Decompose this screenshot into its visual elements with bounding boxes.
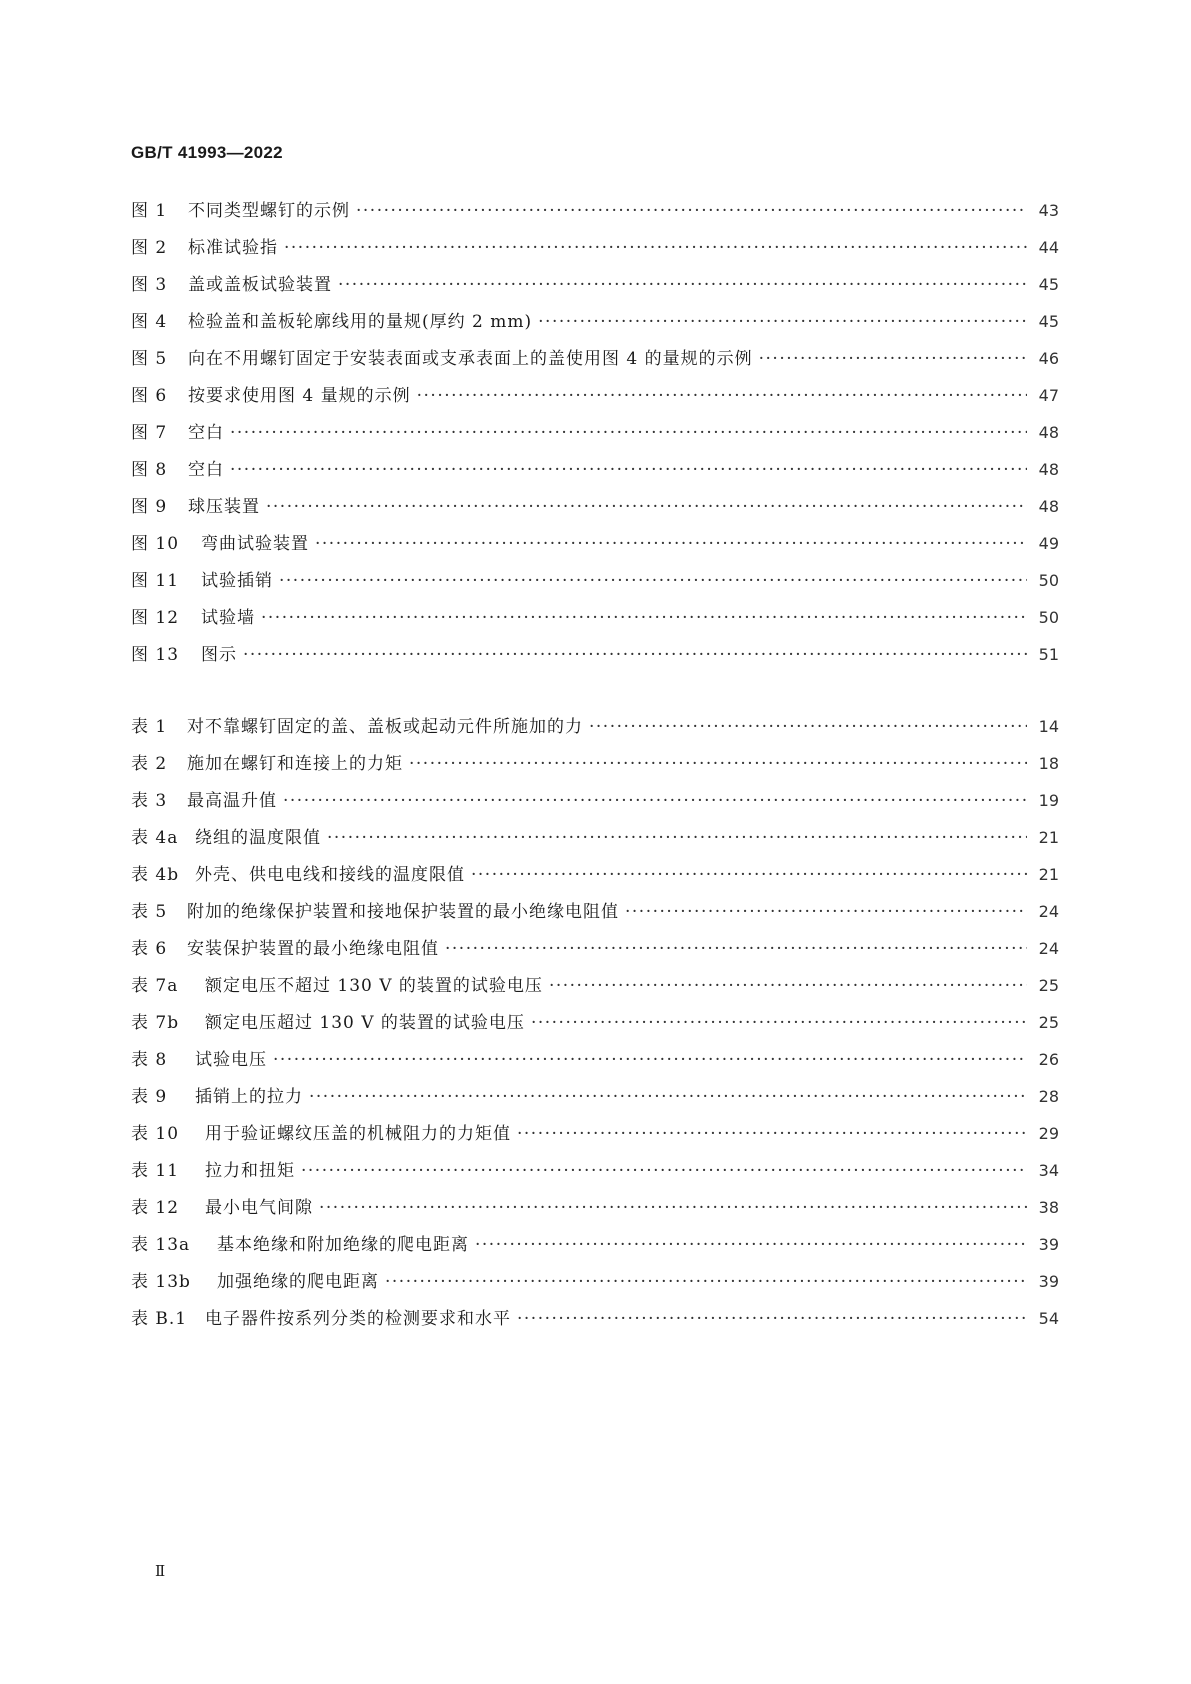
table-title: 安装保护装置的最小绝缘电阻值 (187, 939, 439, 959)
table-label: 表 4b (131, 865, 180, 885)
figure-page-number: 45 (1038, 312, 1059, 331)
dot-leader (283, 791, 1027, 811)
table-label: 表 6 (131, 939, 168, 959)
table-title: 拉力和扭矩 (205, 1161, 295, 1181)
figure-label: 图 7 (131, 423, 168, 443)
standard-code: GB/T 41993—2022 (131, 143, 283, 162)
toc-entry-table[interactable] (131, 749, 1059, 786)
figure-title: 盖或盖板试验装置 (188, 275, 332, 295)
toc-entry-table[interactable] (131, 1045, 1059, 1082)
table-title: 最小电气间隙 (205, 1198, 313, 1218)
figure-title: 图示 (201, 645, 237, 665)
table-label: 表 12 (131, 1198, 180, 1218)
figure-title: 球压装置 (188, 497, 260, 517)
figure-label: 图 12 (131, 608, 180, 628)
table-label: 表 10 (131, 1124, 180, 1144)
figure-page-number: 51 (1038, 645, 1059, 664)
table-page-number: 21 (1038, 865, 1059, 884)
table-label: 表 B.1 (131, 1309, 188, 1329)
table-title: 额定电压不超过 130 V 的装置的试验电压 (205, 976, 543, 996)
dot-leader (385, 1272, 1027, 1292)
dot-leader (315, 534, 1027, 554)
dot-leader (327, 828, 1027, 848)
dot-leader (517, 1309, 1027, 1329)
table-page-number: 34 (1038, 1161, 1059, 1180)
table-label: 表 11 (131, 1161, 180, 1181)
figure-title: 试验墙 (201, 608, 255, 628)
toc-entry-figure[interactable] (131, 603, 1059, 640)
figure-page-number: 50 (1038, 608, 1059, 627)
figure-title: 弯曲试验装置 (201, 534, 309, 554)
table-list (131, 712, 1059, 1341)
figure-label: 图 5 (131, 349, 168, 369)
dot-leader (284, 238, 1027, 258)
table-title: 绕组的温度限值 (195, 828, 321, 848)
dot-leader (243, 645, 1027, 665)
table-label: 表 5 (131, 902, 168, 922)
table-label: 表 1 (131, 717, 168, 737)
table-title: 对不靠螺钉固定的盖、盖板或起动元件所施加的力 (187, 717, 583, 737)
toc-entry-figure[interactable] (131, 455, 1059, 492)
table-label: 表 2 (131, 754, 168, 774)
table-label: 表 13a (131, 1235, 191, 1255)
dot-leader (319, 1198, 1027, 1218)
figure-title: 向在不用螺钉固定于安装表面或支承表面上的盖使用图 4 的量规的示例 (188, 349, 753, 369)
dot-leader (279, 571, 1027, 591)
toc-entry-figure[interactable] (131, 381, 1059, 418)
table-page-number: 19 (1038, 791, 1059, 810)
dot-leader (417, 386, 1027, 406)
figure-page-number: 48 (1038, 423, 1059, 442)
table-title: 用于验证螺纹压盖的机械阻力的力矩值 (205, 1124, 511, 1144)
dot-leader (538, 312, 1027, 332)
dot-leader (549, 976, 1027, 996)
table-page-number: 18 (1038, 754, 1059, 773)
table-title: 最高温升值 (187, 791, 277, 811)
figure-page-number: 48 (1038, 460, 1059, 479)
table-page-number: 21 (1038, 828, 1059, 847)
figure-label: 图 6 (131, 386, 168, 406)
table-title: 插销上的拉力 (195, 1087, 303, 1107)
dot-leader (409, 754, 1027, 774)
toc-entry-figure[interactable] (131, 270, 1059, 307)
table-page-number: 38 (1038, 1198, 1059, 1217)
figure-page-number: 50 (1038, 571, 1059, 590)
table-title: 额定电压超过 130 V 的装置的试验电压 (205, 1013, 525, 1033)
figure-page-number: 43 (1038, 201, 1059, 220)
figure-title: 检验盖和盖板轮廓线用的量规(厚约 2 mm) (188, 312, 533, 332)
figure-label: 图 10 (131, 534, 180, 554)
table-label: 表 7b (131, 1013, 180, 1033)
table-title: 施加在螺钉和连接上的力矩 (187, 754, 403, 774)
table-page-number: 29 (1038, 1124, 1059, 1143)
figure-label: 图 8 (131, 460, 168, 480)
toc-entry-table[interactable] (131, 1230, 1059, 1267)
figure-page-number: 45 (1038, 275, 1059, 294)
toc-entry-table[interactable] (131, 1267, 1059, 1304)
figure-title: 空白 (188, 423, 224, 443)
toc-entry-table[interactable] (131, 897, 1059, 934)
figure-label: 图 4 (131, 312, 168, 332)
toc-entry-table[interactable] (131, 1082, 1059, 1119)
figure-label: 图 13 (131, 645, 180, 665)
figure-label: 图 9 (131, 497, 168, 517)
dot-leader (517, 1124, 1027, 1144)
toc-entry-figure[interactable] (131, 640, 1059, 677)
figure-page-number: 47 (1038, 386, 1059, 405)
toc-entry-figure[interactable] (131, 492, 1059, 529)
toc-entry-figure[interactable] (131, 307, 1059, 344)
toc-entry-figure[interactable] (131, 233, 1059, 270)
table-page-number: 39 (1038, 1272, 1059, 1291)
figure-page-number: 48 (1038, 497, 1059, 516)
dot-leader (356, 201, 1027, 221)
table-label: 表 13b (131, 1272, 191, 1292)
figure-page-number: 44 (1038, 238, 1059, 257)
table-page-number: 28 (1038, 1087, 1059, 1106)
figure-page-number: 46 (1038, 349, 1059, 368)
toc-entry-table[interactable] (131, 1119, 1059, 1156)
toc-entry-figure[interactable] (131, 529, 1059, 566)
toc-entry-figure[interactable] (131, 418, 1059, 455)
toc-entry-table[interactable] (131, 1193, 1059, 1230)
figure-page-number: 49 (1038, 534, 1059, 553)
figure-title: 试验插销 (201, 571, 273, 591)
dot-leader (471, 865, 1027, 885)
figure-title: 空白 (188, 460, 224, 480)
dot-leader (475, 1235, 1027, 1255)
table-label: 表 8 (131, 1050, 168, 1070)
table-title: 外壳、供电电线和接线的温度限值 (195, 865, 465, 885)
dot-leader (301, 1161, 1027, 1181)
table-page-number: 54 (1038, 1309, 1059, 1328)
figure-label: 图 3 (131, 275, 168, 295)
table-page-number: 25 (1038, 1013, 1059, 1032)
table-page-number: 39 (1038, 1235, 1059, 1254)
table-title: 试验电压 (195, 1050, 267, 1070)
dot-leader (338, 275, 1027, 295)
dot-leader (309, 1087, 1027, 1107)
table-page-number: 24 (1038, 902, 1059, 921)
figure-title: 不同类型螺钉的示例 (188, 201, 350, 221)
table-page-number: 24 (1038, 939, 1059, 958)
dot-leader (230, 460, 1027, 480)
dot-leader (273, 1050, 1027, 1070)
table-label: 表 4a (131, 828, 179, 848)
toc-entry-table[interactable] (131, 712, 1059, 749)
dot-leader (589, 717, 1027, 737)
table-title: 附加的绝缘保护装置和接地保护装置的最小绝缘电阻值 (187, 902, 619, 922)
table-label: 表 9 (131, 1087, 168, 1107)
figure-label: 图 11 (131, 571, 180, 591)
toc-entry-figure[interactable] (131, 196, 1059, 233)
toc-entry-table[interactable] (131, 1304, 1059, 1341)
toc-entry-table[interactable] (131, 860, 1059, 897)
toc-entry-table[interactable] (131, 934, 1059, 971)
dot-leader (625, 902, 1027, 922)
toc-entry-table[interactable] (131, 1156, 1059, 1193)
table-title: 基本绝缘和附加绝缘的爬电距离 (217, 1235, 469, 1255)
toc-entry-figure[interactable] (131, 566, 1059, 603)
dot-leader (261, 608, 1027, 628)
table-label: 表 7a (131, 976, 179, 996)
dot-leader (445, 939, 1027, 959)
figure-label: 图 2 (131, 238, 168, 258)
dot-leader (266, 497, 1027, 517)
figure-title: 标准试验指 (188, 238, 278, 258)
dot-leader (759, 349, 1027, 369)
dot-leader (531, 1013, 1027, 1033)
table-page-number: 14 (1038, 717, 1059, 736)
toc-entry-figure[interactable] (131, 344, 1059, 381)
figure-list (131, 196, 1059, 677)
toc-entry-table[interactable] (131, 1008, 1059, 1045)
toc-entry-table[interactable] (131, 823, 1059, 860)
table-title: 电子器件按系列分类的检测要求和水平 (205, 1309, 511, 1329)
toc-entry-table[interactable] (131, 786, 1059, 823)
table-page-number: 26 (1038, 1050, 1059, 1069)
table-title: 加强绝缘的爬电距离 (217, 1272, 379, 1292)
toc-entry-table[interactable] (131, 971, 1059, 1008)
figure-label: 图 1 (131, 201, 168, 221)
table-page-number: 25 (1038, 976, 1059, 995)
figure-title: 按要求使用图 4 量规的示例 (188, 386, 411, 406)
page-number: Ⅱ (155, 1562, 166, 1580)
table-label: 表 3 (131, 791, 168, 811)
dot-leader (230, 423, 1027, 443)
